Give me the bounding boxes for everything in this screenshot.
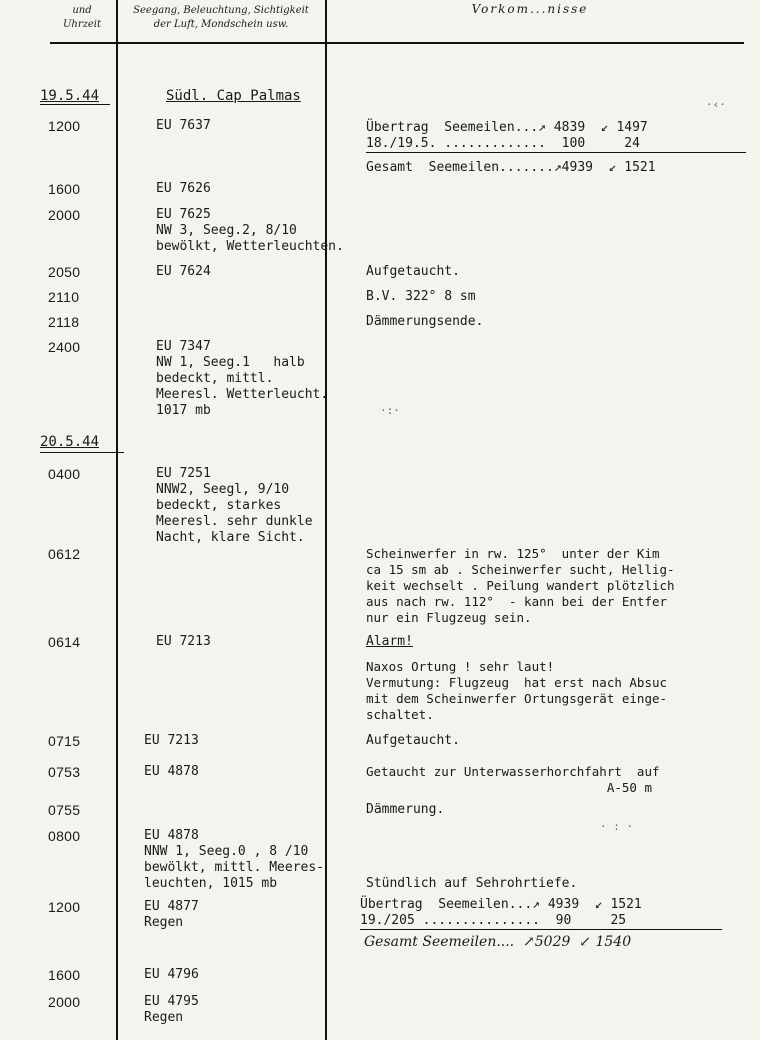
entry-event: Dämmerungsende.: [366, 314, 484, 329]
entry-conditions: EU 7637: [156, 118, 211, 133]
entry-event: B.V. 322° 8 sm: [366, 289, 476, 304]
entry-time: 1600: [48, 181, 81, 197]
date-rule: [40, 452, 124, 453]
entry-conditions: EU 7347 NW 1, Seeg.1 halb bedeckt, mittl. Meeresl. Wetterleucht. 1017 mb: [156, 339, 329, 418]
date-rule: [40, 104, 110, 105]
scan-speck: ·:·: [380, 404, 400, 417]
entry-conditions: EU 4795 Regen: [144, 994, 199, 1025]
column-divider-2: [325, 0, 327, 1040]
entry-conditions: EU 7626: [156, 181, 211, 196]
header-col-time: und Uhrzeit: [62, 5, 102, 30]
entry-time: 0400: [48, 466, 81, 482]
date-label: 19.5.44: [40, 88, 100, 104]
scan-speck: · : ·: [600, 820, 634, 833]
entry-time: 0612: [48, 546, 81, 562]
entry-conditions: EU 4877 Regen: [144, 899, 199, 930]
entry-conditions: EU 7213: [144, 733, 199, 748]
entry-event: Getaucht zur Unterwasserhorchfahrt auf A-50 m: [366, 764, 660, 795]
entry-time: 0800: [48, 828, 81, 844]
entry-conditions: EU 7624: [156, 264, 211, 279]
entry-time: 0715: [48, 733, 81, 749]
entry-time: 2050: [48, 264, 81, 280]
location-label: Südl. Cap Palmas: [166, 88, 301, 104]
entry-event: Aufgetaucht.: [366, 733, 460, 748]
entry-conditions: EU 7625 NW 3, Seeg.2, 8/10 bewölkt, Wetterleuchten.: [156, 207, 344, 254]
entry-time: 2000: [48, 994, 81, 1010]
entry-conditions: EU 7213: [156, 634, 211, 649]
entry-time: 2400: [48, 339, 81, 355]
summary-rule: [360, 929, 722, 930]
date-label: 20.5.44: [40, 434, 100, 450]
summary-day-distance: 19./205 ............... 90 25: [360, 913, 627, 928]
column-divider-1: [116, 0, 118, 1040]
summary-total: Gesamt Seemeilen.......↗4939 ↙ 1521: [366, 160, 656, 175]
summary-day-distance: 18./19.5. ............. 100 24: [366, 136, 640, 151]
entry-time: 0753: [48, 764, 81, 780]
summary-carry-over: Übertrag Seemeilen...↗ 4839 ↙ 1497: [366, 120, 648, 135]
header-rule: [50, 42, 744, 44]
entry-time: 1600: [48, 967, 81, 983]
summary-total: Gesamt Seemeilen.... ↗5029 ↙ 1540: [364, 934, 632, 950]
entry-event: Alarm!: [366, 634, 413, 649]
entry-time: 2118: [48, 314, 80, 330]
entry-time: 1200: [48, 118, 81, 134]
entry-conditions: EU 4878 NNW 1, Seeg.0 , 8 /10 bewölkt, mittl. Meeres- leuchten, 1015 mb: [144, 828, 325, 891]
entry-time: 0755: [48, 802, 81, 818]
entry-time: 0614: [48, 634, 81, 650]
entry-conditions: EU 7251 NNW2, Seegl, 9/10 bedeckt, starkes Meeresl. sehr dunkle Nacht, klare Sicht.: [156, 466, 313, 545]
entry-time: 2000: [48, 207, 81, 223]
entry-time: 2110: [48, 289, 80, 305]
entry-conditions: EU 4878: [144, 764, 199, 779]
entry-event: Scheinwerfer in rw. 125° unter der Kim ca 15 sm ab . Scheinwerfer sucht, Hellig- keit wechselt . Peilung wandert plötzlich aus nach rw. 112° - kann bei der Entfer nur ein Flugzeug sein.: [366, 546, 675, 625]
header-col-conditions: Seegang, Beleuchtung, Sichtigkeit der Luft, Mondschein usw.: [133, 5, 309, 30]
entry-event: Naxos Ortung ! sehr laut! Vermutung: Flugzeug hat erst nach Absuc mit dem Scheinwerfer Ortungsgerät einge- schaltet.: [366, 659, 668, 722]
entry-conditions: EU 4796: [144, 967, 199, 982]
entry-event: Aufgetaucht.: [366, 264, 460, 279]
header-col-events: Vorkom...nisse: [471, 2, 589, 16]
summary-carry-over: Übertrag Seemeilen...↗ 4939 ↙ 1521: [360, 897, 642, 912]
scan-speck: ·‹·: [706, 98, 726, 111]
entry-time: 1200: [48, 899, 81, 915]
summary-rule: [366, 152, 746, 153]
entry-event: Dämmerung.: [366, 802, 445, 817]
entry-event: Stündlich auf Sehrohrtiefe.: [366, 876, 578, 891]
